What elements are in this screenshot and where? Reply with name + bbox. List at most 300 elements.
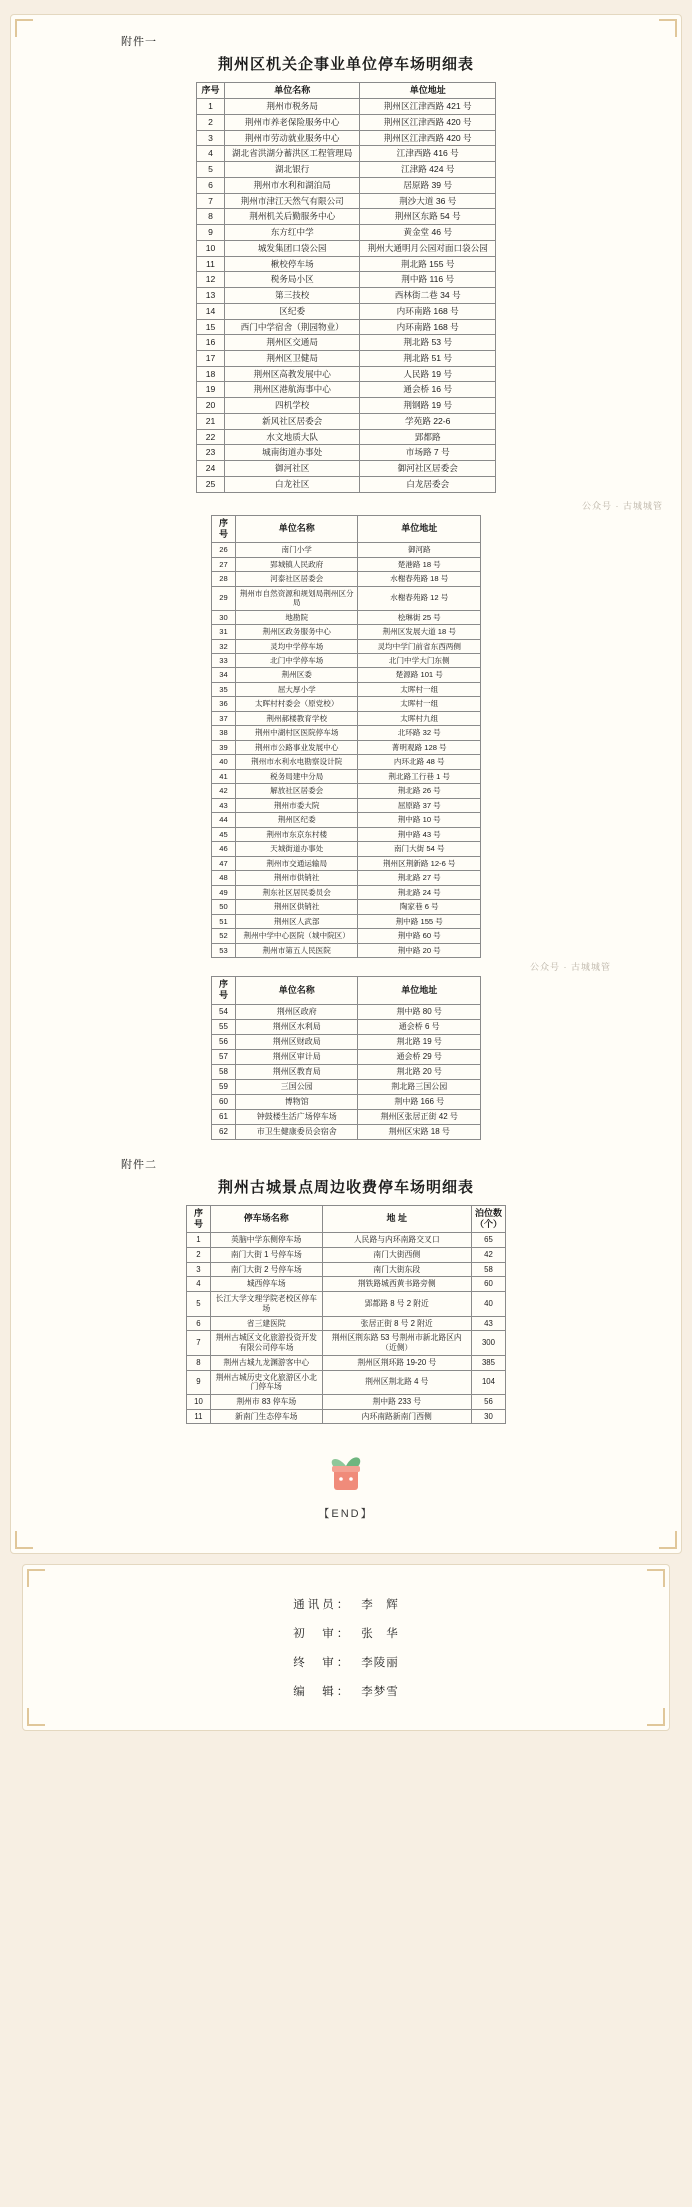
table-cell-0: 2 <box>187 1247 211 1262</box>
table-cell-0: 39 <box>212 740 236 754</box>
table-row <box>197 366 496 382</box>
table-cell-1: 荆州区高教发展中心 <box>224 366 360 382</box>
table-cell-0: 58 <box>212 1064 236 1079</box>
table-cell-2: 荆州区荆东路 53 号荆州市新北路区内（近侧） <box>322 1331 471 1355</box>
table-row <box>197 162 496 178</box>
table-cell-0: 7 <box>187 1331 211 1355</box>
table-cell-2: 居原路 39 号 <box>360 177 496 193</box>
table-row <box>212 1064 481 1079</box>
credits-list <box>23 1596 669 1699</box>
table-row <box>197 445 496 461</box>
table-cell-2: 市场路 7 号 <box>360 445 496 461</box>
table-cell-1: 税务局建中分局 <box>235 769 358 783</box>
table-cell-0: 44 <box>212 813 236 827</box>
table-cell-2: 通会桥 16 号 <box>360 382 496 398</box>
table-cell-2: 荆沙大道 36 号 <box>360 193 496 209</box>
table-cell-0: 57 <box>212 1049 236 1064</box>
table-cell-2: 荆北路 51 号 <box>360 351 496 367</box>
table-row <box>197 225 496 241</box>
table-cell-2: 荆北路 26 号 <box>358 784 481 798</box>
table-row <box>212 813 481 827</box>
table-cell-1: 荆州市交通运输局 <box>235 856 358 870</box>
table-cell-1: 荆州中学中心医院（城中院区） <box>235 929 358 943</box>
table-cell-1: 荆州区纪委 <box>235 813 358 827</box>
table-cell-2: 荆北路 53 号 <box>360 335 496 351</box>
column-header-unit-name: 单位名称 <box>224 83 360 99</box>
table-cell-1: 河泰社区居委会 <box>235 572 358 586</box>
table-row <box>187 1394 506 1409</box>
table-cell-0: 61 <box>212 1109 236 1124</box>
table-cell-0: 1 <box>197 99 225 115</box>
table-header-row <box>212 977 481 1005</box>
table-cell-0: 26 <box>212 543 236 557</box>
table-row <box>187 1292 506 1316</box>
table-cell-1: 荆州市第五人民医院 <box>235 943 358 957</box>
table-row <box>187 1316 506 1331</box>
table-row <box>212 1034 481 1049</box>
table-row <box>197 319 496 335</box>
table-cell-0: 30 <box>212 610 236 624</box>
table-cell-1: 荆州市 83 停车场 <box>210 1394 322 1409</box>
table-row <box>212 1079 481 1094</box>
credits-card <box>22 1564 670 1731</box>
table-cell-0: 12 <box>197 272 225 288</box>
table-row <box>187 1355 506 1370</box>
table-row <box>197 429 496 445</box>
table-cell-2: 荆铁路城西黄书路旁侧 <box>322 1277 471 1292</box>
table-cell-0: 5 <box>187 1292 211 1316</box>
table-cell-1: 御河社区 <box>224 461 360 477</box>
credit-line <box>23 1596 669 1612</box>
table-cell-1: 钟鼓楼生活广场停车场 <box>235 1109 358 1124</box>
attachment-one-table-body-part3 <box>212 1004 481 1139</box>
table-cell-1: 荆州市水利水电勘察设计院 <box>235 755 358 769</box>
table-row <box>197 351 496 367</box>
table-cell-1: 市卫生健康委员会宿舍 <box>235 1124 358 1139</box>
table-cell-2: 荆中路 60 号 <box>358 929 481 943</box>
table-row <box>197 413 496 429</box>
table-cell-2: 荆北路三国公园 <box>358 1079 481 1094</box>
table-cell-0: 11 <box>197 256 225 272</box>
table-cell-1: 省三建医院 <box>210 1316 322 1331</box>
table-row <box>212 784 481 798</box>
table-cell-2: 内环南路 168 号 <box>360 303 496 319</box>
table-cell-1: 荆州古城历史文化旅游区小北门停车场 <box>210 1370 322 1394</box>
column-header-parking-name: 停车场名称 <box>210 1205 322 1233</box>
table-cell-1: 屈大厚小学 <box>235 682 358 696</box>
table-row <box>212 929 481 943</box>
table-row <box>212 1109 481 1124</box>
table-cell-2: 内环南路新南门西侧 <box>322 1409 471 1424</box>
table-cell-2: 荆北路 27 号 <box>358 871 481 885</box>
table-cell-0: 22 <box>197 429 225 445</box>
table-cell-3: 43 <box>471 1316 505 1331</box>
table-cell-2: 荆州区宋路 18 号 <box>358 1124 481 1139</box>
table-cell-0: 9 <box>197 225 225 241</box>
table-cell-2: 水榭春苑路 18 号 <box>358 572 481 586</box>
table-cell-0: 53 <box>212 943 236 957</box>
table-cell-2: 荆州区荆新路 12-6 号 <box>358 856 481 870</box>
table-cell-1: 灵均中学停车场 <box>235 639 358 653</box>
table-row <box>197 114 496 130</box>
table-cell-1: 荆州市公路事业发展中心 <box>235 740 358 754</box>
table-cell-2: 灵均中学门前省东西两侧 <box>358 639 481 653</box>
table-cell-0: 32 <box>212 639 236 653</box>
table-row <box>197 99 496 115</box>
table-row <box>212 900 481 914</box>
table-cell-1: 东方红中学 <box>224 225 360 241</box>
table-row <box>212 653 481 667</box>
table-cell-0: 34 <box>212 668 236 682</box>
table-cell-2: 水榭春苑路 12 号 <box>358 586 481 610</box>
watermark-text: 公众号 · 古城城管 <box>582 500 663 511</box>
table-row <box>212 682 481 696</box>
table-cell-1: 天城街道办事处 <box>235 842 358 856</box>
table-cell-0: 37 <box>212 711 236 725</box>
table-cell-1: 城西停车场 <box>210 1277 322 1292</box>
table-cell-1: 荆州市劳动就业服务中心 <box>224 130 360 146</box>
table-cell-1: 荆州区教育局 <box>235 1064 358 1079</box>
table-cell-0: 35 <box>212 682 236 696</box>
table-cell-0: 25 <box>197 476 225 492</box>
table-row <box>197 476 496 492</box>
table-row <box>212 769 481 783</box>
table-cell-2: 北环路 32 号 <box>358 726 481 740</box>
table-cell-2: 内环南路 168 号 <box>360 319 496 335</box>
table-row <box>197 303 496 319</box>
table-row <box>212 885 481 899</box>
table-cell-0: 55 <box>212 1019 236 1034</box>
table-cell-0: 59 <box>212 1079 236 1094</box>
table-cell-1: 荆州机关后勤服务中心 <box>224 209 360 225</box>
table-cell-1: 荆州区供销社 <box>235 900 358 914</box>
table-cell-2: 学苑路 22-6 <box>360 413 496 429</box>
table-cell-0: 52 <box>212 929 236 943</box>
table-cell-3: 300 <box>471 1331 505 1355</box>
credit-role: 通讯员： <box>293 1599 352 1612</box>
table-cell-1: 荆州市水利和湖泊局 <box>224 177 360 193</box>
table-cell-2: 荆州区东路 54 号 <box>360 209 496 225</box>
table-row <box>197 272 496 288</box>
table-cell-3: 385 <box>471 1355 505 1370</box>
table-cell-1: 荆州古城区文化旅游投资开发有限公司停车场 <box>210 1331 322 1355</box>
attachment-one-table-part1 <box>196 82 496 493</box>
table-row <box>197 398 496 414</box>
credit-name: 李陵丽 <box>361 1657 399 1670</box>
table-cell-1: 荆州郝楼教育学校 <box>235 711 358 725</box>
table-cell-2: 人民路与内环南路交叉口 <box>322 1233 471 1248</box>
table-row <box>212 572 481 586</box>
table-cell-0: 56 <box>212 1034 236 1049</box>
table-cell-1: 太晖村村委会（原党校） <box>235 697 358 711</box>
table-cell-1: 荆州区政府 <box>235 1004 358 1019</box>
table-cell-1: 荆州区财政局 <box>235 1034 358 1049</box>
table-cell-1: 荆东社区居民委员会 <box>235 885 358 899</box>
table-cell-0: 33 <box>212 653 236 667</box>
table-cell-2: 陶家巷 6 号 <box>358 900 481 914</box>
table-cell-1: 税务局小区 <box>224 272 360 288</box>
table-header-row <box>187 1205 506 1233</box>
table-cell-0: 20 <box>197 398 225 414</box>
table-cell-0: 50 <box>212 900 236 914</box>
table-row <box>212 697 481 711</box>
table-cell-2: 白龙居委会 <box>360 476 496 492</box>
table-row <box>212 711 481 725</box>
table-cell-0: 15 <box>197 319 225 335</box>
table-cell-0: 43 <box>212 798 236 812</box>
column-header-index: 序号 <box>187 1205 211 1233</box>
table-cell-3: 60 <box>471 1277 505 1292</box>
table-row <box>187 1370 506 1394</box>
table-row <box>212 1004 481 1019</box>
table-cell-1: 水文地质大队 <box>224 429 360 445</box>
table-cell-1: 荆州区港航海事中心 <box>224 382 360 398</box>
table-cell-2: 荆钢路 19 号 <box>360 398 496 414</box>
attachment-one-table-part2 <box>211 515 481 959</box>
table-header-row <box>212 515 481 543</box>
table-cell-2: 楚源路 101 号 <box>358 668 481 682</box>
table-row <box>187 1233 506 1248</box>
table-cell-3: 65 <box>471 1233 505 1248</box>
table-row <box>212 755 481 769</box>
table-cell-0: 36 <box>212 697 236 711</box>
table-cell-1: 荆州市税务局 <box>224 99 360 115</box>
column-header-unit-name: 单位名称 <box>235 977 358 1005</box>
table-cell-2: 西林街二巷 34 号 <box>360 288 496 304</box>
table-row <box>212 827 481 841</box>
table-cell-1: 荆州区委 <box>235 668 358 682</box>
table-row <box>197 461 496 477</box>
table-row <box>187 1409 506 1424</box>
column-header-unit-name: 单位名称 <box>235 515 358 543</box>
table-cell-2: 御河路 <box>358 543 481 557</box>
table-cell-1: 荆州古城九龙渊游客中心 <box>210 1355 322 1370</box>
table-cell-1: 城南街道办事处 <box>224 445 360 461</box>
column-header-address: 地 址 <box>322 1205 471 1233</box>
table-cell-1: 荆州市供销社 <box>235 871 358 885</box>
table-cell-1: 北门中学停车场 <box>235 653 358 667</box>
table-cell-0: 31 <box>212 625 236 639</box>
table-row <box>197 382 496 398</box>
table-row <box>197 335 496 351</box>
table-cell-2: 南门大街东段 <box>322 1262 471 1277</box>
table-cell-1: 荆州市委大院 <box>235 798 358 812</box>
table-cell-0: 62 <box>212 1124 236 1139</box>
credit-role: 编 辑： <box>293 1686 352 1699</box>
table-cell-0: 51 <box>212 914 236 928</box>
table-cell-0: 5 <box>197 162 225 178</box>
corner-decoration-top-right <box>659 19 677 37</box>
table-cell-2: 荆州区江津西路 420 号 <box>360 114 496 130</box>
credits-corner-bottom-left <box>27 1708 45 1726</box>
table-cell-2: 荆州区荆北路 4 号 <box>322 1370 471 1394</box>
table-cell-0: 11 <box>187 1409 211 1424</box>
credit-line <box>23 1625 669 1641</box>
table-cell-2: 通会桥 6 号 <box>358 1019 481 1034</box>
table-cell-2: 荆中路 80 号 <box>358 1004 481 1019</box>
table-cell-0: 9 <box>187 1370 211 1394</box>
attachment-one-table-body-part1 <box>197 99 496 492</box>
table-cell-1: 荆州中湖村区医院停车场 <box>235 726 358 740</box>
table-cell-0: 10 <box>187 1394 211 1409</box>
table-cell-0: 4 <box>187 1277 211 1292</box>
table-cell-2: 荆中路 233 号 <box>322 1394 471 1409</box>
table-cell-2: 荆中路 43 号 <box>358 827 481 841</box>
table-row <box>212 543 481 557</box>
credit-role: 终 审： <box>293 1657 352 1670</box>
table-cell-3: 58 <box>471 1262 505 1277</box>
column-header-index: 序号 <box>212 977 236 1005</box>
table-cell-1: 新南门生态停车场 <box>210 1409 322 1424</box>
table-cell-0: 19 <box>197 382 225 398</box>
table-cell-2: 荆北路 24 号 <box>358 885 481 899</box>
table-cell-1: 湖北省洪湖分蓄洪区工程管理局 <box>224 146 360 162</box>
table-cell-2: 荆中路 10 号 <box>358 813 481 827</box>
table-cell-2: 郢都路 <box>360 429 496 445</box>
table-cell-0: 60 <box>212 1094 236 1109</box>
table-row <box>197 288 496 304</box>
table-cell-2: 通会桥 29 号 <box>358 1049 481 1064</box>
table-cell-0: 1 <box>187 1233 211 1248</box>
table-cell-0: 24 <box>197 461 225 477</box>
table-cell-3: 40 <box>471 1292 505 1316</box>
column-header-unit-address: 单位地址 <box>358 977 481 1005</box>
table-cell-0: 28 <box>212 572 236 586</box>
table-row <box>197 209 496 225</box>
table-cell-2: 郢都路 8 号 2 附近 <box>322 1292 471 1316</box>
table-cell-0: 6 <box>187 1316 211 1331</box>
table-cell-2: 荆北路 155 号 <box>360 256 496 272</box>
table-cell-2: 黄金堂 46 号 <box>360 225 496 241</box>
table-cell-1: 白龙社区 <box>224 476 360 492</box>
table-cell-2: 荆州区发展大道 18 号 <box>358 625 481 639</box>
credit-role: 初 审： <box>293 1628 352 1641</box>
table-cell-0: 21 <box>197 413 225 429</box>
table-cell-1: 荆州区水利局 <box>235 1019 358 1034</box>
table-cell-0: 41 <box>212 769 236 783</box>
table-cell-0: 40 <box>212 755 236 769</box>
attachment-one-table-part3 <box>211 976 481 1140</box>
attachment-two-title: 荆州古城景点周边收费停车场明细表 <box>217 1178 474 1196</box>
table-cell-1: 南门大街 1 号停车场 <box>210 1247 322 1262</box>
table-cell-0: 14 <box>197 303 225 319</box>
table-cell-2: 荆北路 19 号 <box>358 1034 481 1049</box>
table-cell-1: 西门中学宿舍（荆园物业） <box>224 319 360 335</box>
attachment-two-table-body <box>187 1233 506 1424</box>
table-row <box>212 557 481 571</box>
table-cell-0: 16 <box>197 335 225 351</box>
watermark-text-2: 公众号 · 古城城管 <box>530 962 611 973</box>
table-row <box>197 256 496 272</box>
table-row <box>212 668 481 682</box>
table-row <box>197 193 496 209</box>
table-cell-1: 四机学校 <box>224 398 360 414</box>
table-cell-2: 南门大街 54 号 <box>358 842 481 856</box>
table-row <box>212 856 481 870</box>
table-row <box>212 1124 481 1139</box>
table-cell-1: 荆州区审计局 <box>235 1049 358 1064</box>
table-cell-1: 荆州市津江天然气有限公司 <box>224 193 360 209</box>
table-cell-0: 18 <box>197 366 225 382</box>
table-cell-1: 长江大学文理学院老校区停车场 <box>210 1292 322 1316</box>
end-label: 【END】 <box>318 1508 374 1521</box>
attachment-two-table <box>186 1205 506 1425</box>
table-cell-0: 6 <box>197 177 225 193</box>
table-cell-2: 荆州大通明月公园对面口袋公园 <box>360 240 496 256</box>
table-row <box>187 1262 506 1277</box>
table-cell-1: 荆州市东京东村楼 <box>235 827 358 841</box>
table-cell-1: 博物馆 <box>235 1094 358 1109</box>
table-cell-2: 北门中学大门东侧 <box>358 653 481 667</box>
table-cell-2: 内环北路 48 号 <box>358 755 481 769</box>
credit-name: 张 华 <box>361 1628 399 1641</box>
table-cell-0: 47 <box>212 856 236 870</box>
table-cell-2: 荆州区荆环路 19-20 号 <box>322 1355 471 1370</box>
column-header-unit-address: 单位地址 <box>360 83 496 99</box>
credit-name: 李梦雪 <box>361 1686 399 1699</box>
attachment-one-title: 荆州区机关企事业单位停车场明细表 <box>217 56 474 73</box>
credits-corner-top-right <box>647 1569 665 1587</box>
table-cell-2: 人民路 19 号 <box>360 366 496 382</box>
table-cell-0: 8 <box>197 209 225 225</box>
table-row <box>212 726 481 740</box>
table-cell-2: 御河社区居委会 <box>360 461 496 477</box>
table-cell-2: 太晖村一组 <box>358 682 481 696</box>
table-cell-1: 荆州市养老保险服务中心 <box>224 114 360 130</box>
table-cell-2: 屈原路 37 号 <box>358 798 481 812</box>
corner-decoration-top-left <box>15 19 33 37</box>
credit-line <box>23 1654 669 1670</box>
table-cell-1: 新风社区居委会 <box>224 413 360 429</box>
table-cell-2: 荆中路 155 号 <box>358 914 481 928</box>
table-cell-1: 三国公园 <box>235 1079 358 1094</box>
table-cell-0: 3 <box>197 130 225 146</box>
table-cell-3: 104 <box>471 1370 505 1394</box>
table-cell-3: 56 <box>471 1394 505 1409</box>
table-row <box>187 1331 506 1355</box>
table-cell-2: 张居正街 8 号 2 附近 <box>322 1316 471 1331</box>
table-cell-0: 8 <box>187 1355 211 1370</box>
table-cell-2: 荆北路 20 号 <box>358 1064 481 1079</box>
table-cell-0: 17 <box>197 351 225 367</box>
table-cell-2: 荆中路 166 号 <box>358 1094 481 1109</box>
table-cell-2: 楚港路 18 号 <box>358 557 481 571</box>
plant-icon <box>324 1450 368 1496</box>
table-cell-0: 7 <box>197 193 225 209</box>
column-header-index: 序号 <box>212 515 236 543</box>
table-cell-3: 42 <box>471 1247 505 1262</box>
table-cell-0: 29 <box>212 586 236 610</box>
table-row <box>212 798 481 812</box>
table-cell-2: 荆州区江津西路 421 号 <box>360 99 496 115</box>
end-block <box>21 1450 671 1521</box>
table-cell-2: 荆州区张居正街 42 号 <box>358 1109 481 1124</box>
table-cell-1: 荆州区人武部 <box>235 914 358 928</box>
table-cell-2: 荆北路工行巷 1 号 <box>358 769 481 783</box>
table-header-row <box>197 83 496 99</box>
table-row <box>187 1247 506 1262</box>
credits-corner-bottom-right <box>647 1708 665 1726</box>
table-cell-0: 2 <box>197 114 225 130</box>
table-cell-1: 楸校停车场 <box>224 256 360 272</box>
attachment-two-label: 附件二 <box>121 1158 157 1171</box>
table-cell-1: 地勘院 <box>235 610 358 624</box>
table-cell-0: 48 <box>212 871 236 885</box>
table-row <box>197 146 496 162</box>
table-cell-0: 45 <box>212 827 236 841</box>
table-row <box>197 130 496 146</box>
table-cell-0: 4 <box>197 146 225 162</box>
